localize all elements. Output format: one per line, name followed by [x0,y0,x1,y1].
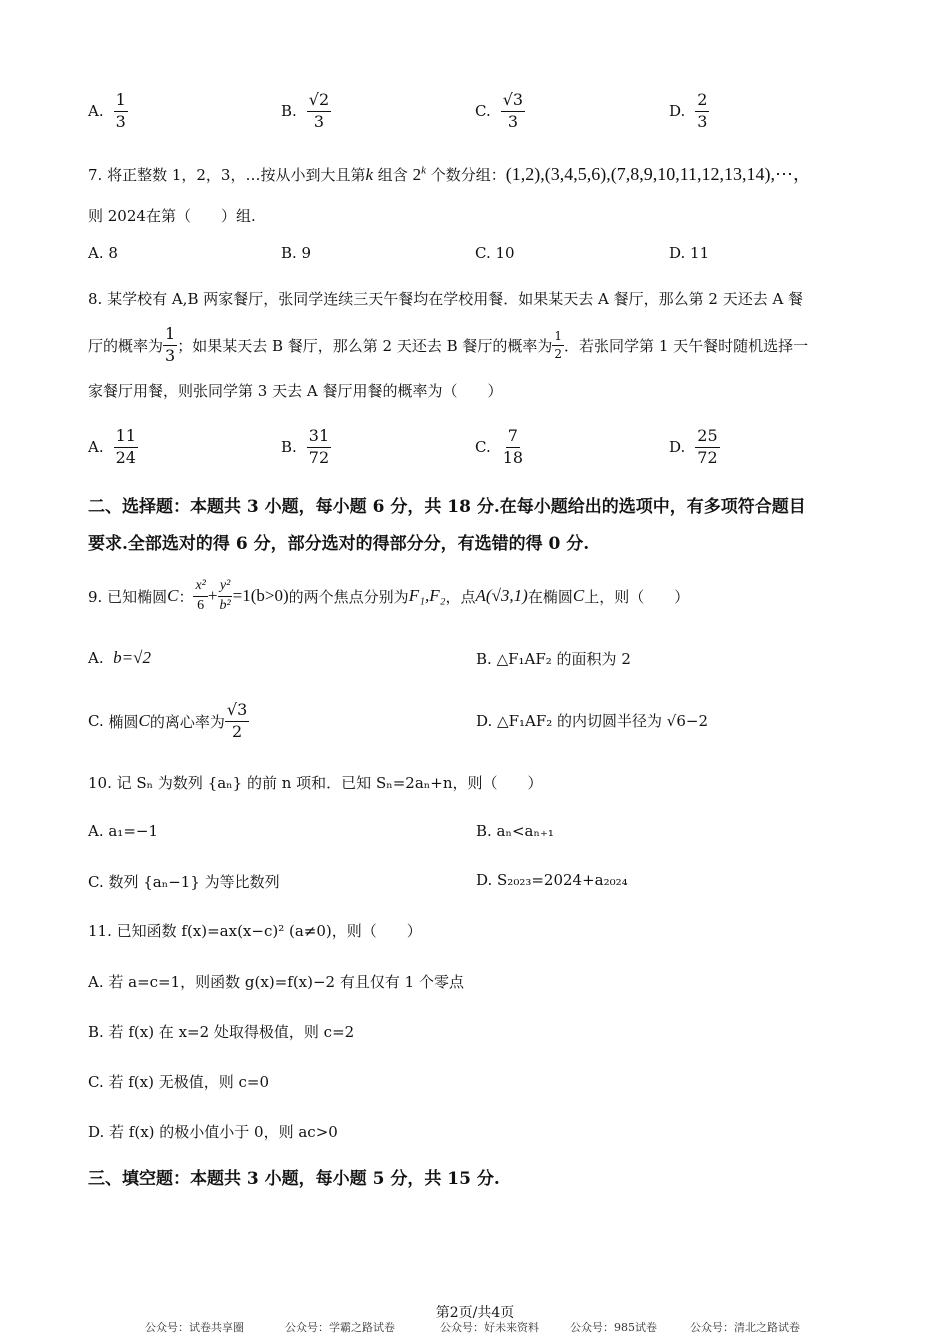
q8-options [88,422,868,472]
q9-text: 在椭圆 [527,587,573,606]
q7-options [88,240,868,266]
numerator: 2 [695,92,709,112]
option-label: D. [476,712,493,730]
section2-heading-line2: 要求.全部选对的得 6 分，部分选对的得部分分，有选错的得 0 分. [88,534,590,554]
q9-point: A(√3,1) [475,586,528,605]
q7-stem-line1 [88,160,811,186]
q11-option-c[interactable]: C. 若 f(x) 无极值，则 c=0 [88,1073,270,1091]
option-label: C. [88,712,104,730]
q8-text: ．若张同学第 1 天午餐时随机选择一 [564,336,809,355]
footer-item: 公众号：清北之路试卷 [690,1321,800,1334]
q9-text: 的离心率为 [149,712,225,731]
denominator: 72 [308,447,330,467]
q8-option-b[interactable] [281,422,331,472]
denominator: 3 [165,345,176,365]
q9-option-a-math: b=√2 [113,648,151,667]
option-label: A. [88,102,104,120]
q7-power [413,165,426,184]
q9-option-d[interactable] [476,710,708,731]
option-label: D. [669,438,686,456]
fraction [307,425,331,467]
q8-text: ；如果某天去 B 餐厅，那么第 2 天还去 B 餐厅的概率为 [177,336,553,355]
q9-text: ，点 [445,587,476,606]
q9-var-c: C [138,711,150,730]
q9-var-c: C [572,586,585,605]
q8-option-a[interactable] [88,422,138,472]
q8-option-c[interactable] [475,422,525,472]
fraction [501,89,525,131]
q10-stem: 10. 记 Sₙ 为数列 {aₙ} 的前 n 项和．已知 Sₙ=2aₙ+n，则（ ） [88,774,543,792]
numerator: 1 [114,92,128,112]
numerator: 7 [506,428,520,448]
q8-option-d[interactable] [669,422,720,472]
denominator: 18 [502,447,524,467]
option-label: B. [476,650,492,668]
q6-option-b[interactable] [281,86,331,136]
footer-item: 公众号：好未来资料 [440,1321,539,1334]
q8-stem-line2 [88,326,808,365]
fraction [695,425,719,467]
numerator: 1 [163,326,177,346]
q9-plus: + [207,586,218,605]
option-label: C. [475,438,491,456]
q9-var-c: C [167,586,179,605]
page-number: 第2页/共4页 [435,1305,515,1321]
q9-option-b[interactable] [476,648,631,669]
q10-option-c[interactable]: C. 数列 {aₙ−1} 为等比数列 [88,873,280,891]
fraction [225,699,249,741]
option-label: A. [88,649,104,667]
q11-option-b[interactable]: B. 若 f(x) 在 x=2 处取得极值，则 c=2 [88,1023,355,1041]
option-label: C. [475,102,491,120]
numerator: 25 [695,428,719,448]
q11-option-a[interactable]: A. 若 a=c=1，则函数 g(x)=f(x)−2 有且仅有 1 个零点 [88,973,464,991]
option-label: B. [281,102,297,120]
q9-text: 的两个焦点分别为 [288,587,409,606]
fraction [193,579,207,613]
q7-groups: (1,2),(3,4,5,6),(7,8,9,10,11,12,13,14),⋯， [505,164,812,184]
denominator: 72 [697,447,718,467]
footer-watermarks [0,1317,950,1341]
denominator: 3 [115,111,126,131]
q6-option-a[interactable] [88,86,128,136]
fraction [217,579,232,613]
denominator: 2 [554,346,563,361]
q9-option-b-text: △F₁AF₂ 的面积为 2 [496,650,631,668]
q7-option-a[interactable]: A. 8 [88,244,118,262]
q9-text: 9. 已知椭圆 [88,587,168,606]
q8-stem-line1: 8. 某学校有 A,B 两家餐厅，张同学连续三天午餐均在学校用餐．如果某天去 A 餐厅，那么第 2 天还去 A 餐 [88,290,804,308]
q9-text: 椭圆 [108,712,139,731]
fraction [552,330,564,360]
q7-power-base: 2 [412,165,422,184]
section3-heading: 三、填空题：本题共 3 小题，每小题 5 分，共 15 分. [88,1169,500,1189]
q8-stem-line3: 家餐厅用餐，则张同学第 3 天去 A 餐厅用餐的概率为（ ） [88,382,503,400]
q9-text: ： [178,587,194,606]
numerator: √3 [225,702,249,722]
denominator: 3 [507,111,518,131]
numerator: √2 [307,92,331,112]
denominator: 3 [697,111,708,131]
q9-equation: =1(b>0) [232,586,289,605]
denominator: 24 [115,447,136,467]
fraction [114,89,128,131]
q10-option-b[interactable]: B. aₙ<aₙ₊₁ [476,822,554,840]
numerator: 1 [552,330,564,346]
q8-text: 厅的概率为 [88,336,164,355]
footer-item: 公众号：985试卷 [570,1321,657,1334]
footer-item: 公众号：试卷共享圈 [145,1321,244,1334]
denominator: 3 [313,111,325,131]
option-label: D. [669,102,686,120]
q7-text: 个数分组： [425,166,506,184]
q9-option-a[interactable] [88,648,151,668]
denominator: 2 [231,721,243,741]
q7-stem-line2: 则 2024在第（ ）组. [88,207,256,225]
q9-option-c[interactable] [88,696,249,746]
fraction [307,89,331,131]
q6-option-c[interactable] [475,86,525,136]
q9-stem [88,570,689,622]
q11-stem: 11. 已知函数 f(x)=ax(x−c)² (a≠0)，则（ ） [88,922,422,940]
q11-option-d[interactable]: D. 若 f(x) 的极小值小于 0，则 ac>0 [88,1123,338,1141]
fraction [695,89,709,131]
denominator: b² [219,597,231,613]
q10-option-a[interactable]: A. a₁=−1 [88,822,159,840]
q7-power-exp: k [421,164,426,177]
fraction [114,425,138,467]
q7-text: 7. 将正整数 1，2，3，…按从小到大且第 [88,166,366,184]
q6-options [88,86,868,136]
numerator: √3 [501,92,525,112]
q7-var-k: k [365,165,374,184]
footer-item: 公众号：学霸之路试卷 [285,1321,395,1334]
q7-option-d[interactable]: D. 11 [669,244,710,262]
q9-foci: F₁,F₂ [408,586,446,605]
option-label: A. [88,438,104,456]
option-label: B. [281,438,297,456]
q10-option-d[interactable]: D. S₂₀₂₃=2024+a₂₀₂₄ [476,871,628,889]
numerator: 31 [307,428,331,448]
denominator: 6 [197,597,205,613]
numerator: 11 [114,428,138,448]
q7-text: 组含 [373,166,413,184]
numerator: y² [218,579,232,597]
fraction [163,326,177,365]
fraction [501,425,525,467]
q9-text: 上，则（ ） [584,587,690,606]
q7-option-b[interactable]: B. 9 [281,244,312,262]
q6-option-d[interactable] [669,86,709,136]
q7-option-c[interactable]: C. 10 [475,244,515,262]
q9-option-d-text: △F₁AF₂ 的内切圆半径为 √6−2 [497,712,709,730]
numerator: x² [193,579,207,597]
section2-heading-line1: 二、选择题：本题共 3 小题，每小题 6 分，共 18 分.在每小题给出的选项中，有多项符合题目 [88,497,806,517]
